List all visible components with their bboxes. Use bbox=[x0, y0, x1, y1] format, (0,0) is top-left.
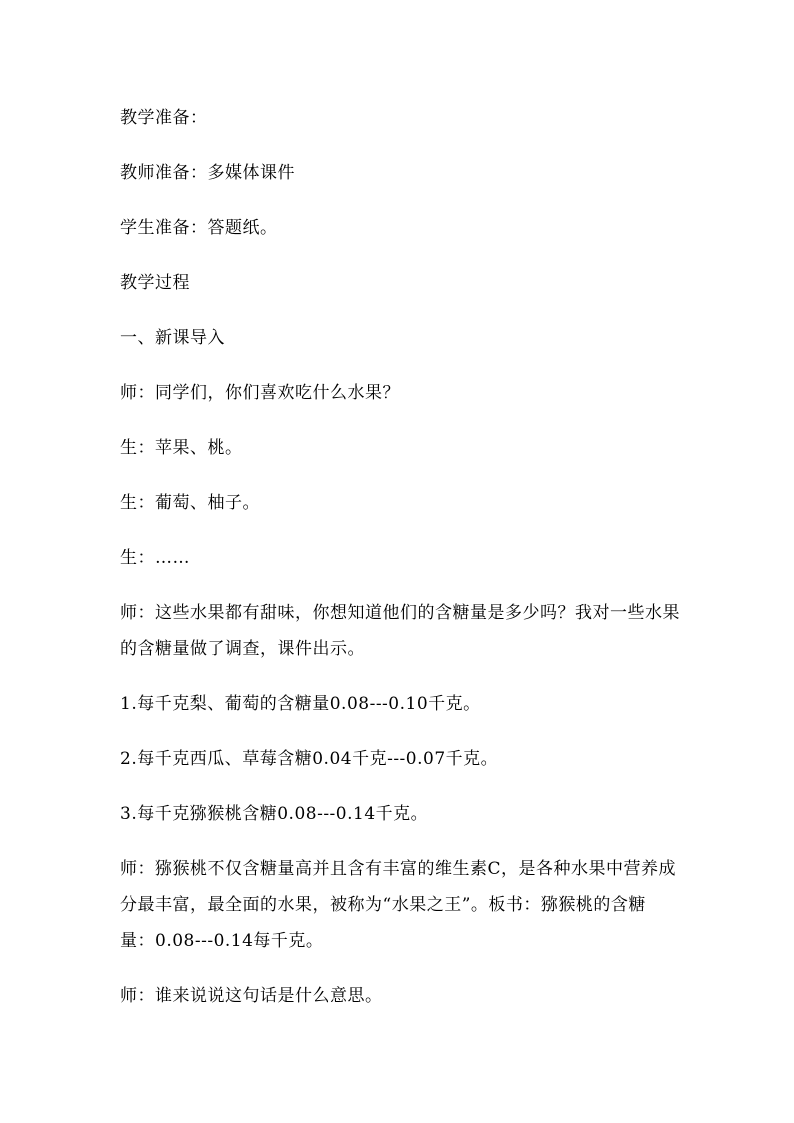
dialogue-line: 生：…… bbox=[120, 548, 190, 568]
document-body bbox=[120, 100, 680, 1033]
dialogue-paragraph: 师：猕猴桃不仅含糖量高并且含有丰富的维生素C，是各种水果中营养成分最丰富，最全面的水果，被称为“水果之王”。板书：猕猴桃的含糖量：0.08---0.14每千克。 bbox=[120, 859, 677, 951]
dialogue-line: 师：谁来说说这句话是什么意思。 bbox=[120, 986, 383, 1006]
teaching-process-heading: 教学过程 bbox=[120, 273, 190, 293]
list-item: 1.每千克梨、葡萄的含糖量0.08---0.10千克。 bbox=[120, 694, 481, 714]
list-item: 2.每千克西瓜、草莓含糖0.04千克---0.07千克。 bbox=[120, 749, 499, 769]
dialogue-paragraph: 师：这些水果都有甜味，你想知道他们的含糖量是多少吗？我对一些水果的含糖量做了调查，课件出示。 bbox=[120, 603, 680, 659]
dialogue-line: 生：葡萄、柚子。 bbox=[120, 493, 260, 513]
list-item: 3.每千克猕猴桃含糖0.08---0.14千克。 bbox=[120, 804, 429, 824]
student-preparation-line: 学生准备：答题纸。 bbox=[120, 218, 278, 238]
new-lesson-intro-heading: 一、新课导入 bbox=[120, 328, 225, 348]
teacher-preparation-line: 教师准备：多媒体课件 bbox=[120, 163, 295, 183]
dialogue-line: 生：苹果、桃。 bbox=[120, 438, 243, 458]
teaching-preparation-heading: 教学准备： bbox=[120, 108, 208, 128]
dialogue-line: 师：同学们，你们喜欢吃什么水果？ bbox=[120, 383, 400, 403]
